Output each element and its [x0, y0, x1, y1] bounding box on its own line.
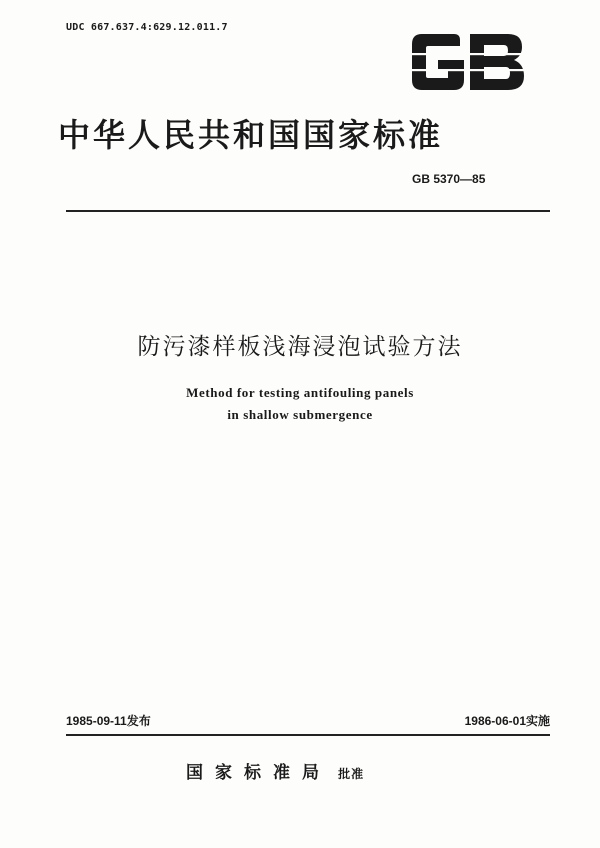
document-title-chinese: 防污漆样板浅海浸泡试验方法 — [137, 334, 463, 360]
top-divider — [66, 210, 550, 212]
gb-logo — [408, 32, 526, 92]
national-standard-title: 中华人民共和国国家标准 — [58, 116, 444, 154]
english-title-line-1: Method for testing antifouling panels — [186, 385, 414, 400]
approval-label: 批准 — [338, 767, 365, 781]
bottom-divider — [66, 734, 550, 736]
approval-line — [186, 758, 364, 783]
issuing-body: 国家标准局 — [186, 763, 331, 783]
document-title-english — [0, 382, 600, 426]
english-title-line-2: in shallow submergence — [227, 407, 373, 422]
udc-code: UDC 667.637.4:629.12.011.7 — [66, 22, 228, 33]
implementation-date: 1986-06-01实施 — [464, 714, 550, 728]
issue-date: 1985-09-11发布 — [66, 714, 151, 728]
standard-number: GB 5370—85 — [412, 172, 486, 186]
